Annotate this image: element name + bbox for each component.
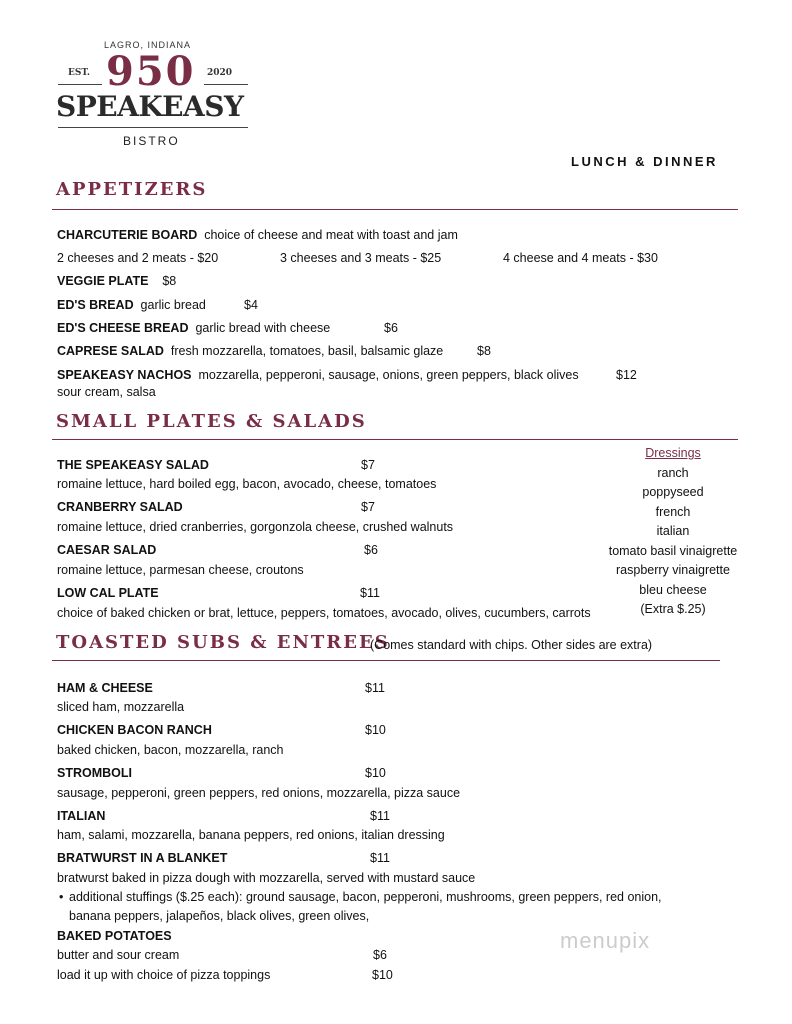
dressing-extra: (Extra $.25) — [640, 602, 706, 616]
menu-item-name: HAM & CHEESE — [57, 681, 153, 695]
logo-bistro: BISTRO — [123, 134, 180, 148]
subs-title: TOASTED SUBS & ENTREES — [56, 632, 390, 653]
menu-price: $7 — [361, 500, 375, 514]
menu-item-name: STROMBOLI — [57, 766, 132, 780]
menu-item: VEGGIE PLATE $8 — [57, 274, 177, 288]
dressing-item: tomato basil vinaigrette — [608, 543, 738, 558]
dressings-list — [593, 444, 753, 620]
menu-desc: romaine lettuce, hard boiled egg, bacon, avocado, cheese, tomatoes — [57, 477, 437, 491]
menu-item: CHARCUTERIE BOARD choice of cheese and meat with toast and jam — [57, 228, 458, 242]
menu-option: 3 cheeses and 3 meats - $25 — [280, 251, 442, 265]
subs-rule — [52, 660, 720, 661]
subs-note: (Comes standard with chips. Other sides are extra) — [370, 638, 653, 652]
menu-item-name: CHICKEN BACON RANCH — [57, 723, 212, 737]
menu-price: $10 — [372, 968, 393, 982]
menu-desc: baked chicken, bacon, mozzarella, ranch — [57, 743, 284, 757]
menu-price: $12 — [616, 368, 637, 382]
salads-rule — [52, 439, 738, 440]
dressing-item: ranch — [657, 465, 689, 480]
menu-item-name: THE SPEAKEASY SALAD — [57, 458, 209, 472]
menu-option: butter and sour cream — [57, 948, 180, 962]
menu-price: $6 — [373, 948, 387, 962]
menu-price: $8 — [477, 344, 491, 358]
menu-desc: sausage, pepperoni, green peppers, red onions, mozzarella, pizza sauce — [57, 786, 461, 800]
menu-item-name: BAKED POTATOES — [57, 929, 172, 943]
menu-price: $11 — [360, 586, 380, 600]
menu-price: $6 — [364, 543, 378, 557]
menu-desc: ham, salami, mozzarella, banana peppers, red onions, italian dressing — [57, 828, 445, 842]
watermark: menupix — [560, 928, 651, 953]
menu-item: SPEAKEASY NACHOS mozzarella, pepperoni, sausage, onions, green peppers, black olives — [57, 368, 579, 382]
logo-divider-left — [58, 84, 102, 85]
menu-desc: romaine lettuce, dried cranberries, gorgonzola cheese, crushed walnuts — [57, 520, 454, 534]
menu-price: $10 — [365, 723, 386, 737]
dressing-item: french — [655, 504, 691, 519]
stuffings-list: additional stuffings ($.25 each): ground sausage, bacon, pepperoni, mushrooms, green peppers, red onion, — [69, 890, 662, 904]
service-label: LUNCH & DINNER — [571, 154, 718, 169]
dressing-item: poppyseed — [642, 485, 704, 499]
menu-price: $11 — [370, 851, 390, 865]
logo-name: SPEAKEASY — [56, 90, 244, 123]
menu-price: $11 — [370, 809, 390, 823]
menu-desc: sour cream, salsa — [57, 385, 156, 399]
stuffings-list-cont: banana peppers, jalapeños, black olives, green olives, — [69, 909, 370, 923]
menu-item-name: CAESAR SALAD — [57, 543, 157, 557]
appetizers-title: APPETIZERS — [56, 179, 208, 200]
menu-option: 4 cheese and 4 meats - $30 — [503, 251, 658, 265]
dressing-item: raspberry vinaigrette — [616, 563, 730, 577]
menu-item: ED'S BREAD garlic bread — [57, 298, 206, 312]
bullet: • — [59, 890, 64, 904]
logo-year: 2020 — [207, 68, 233, 78]
logo-number: 950 — [106, 48, 196, 95]
menu-item: ED'S CHEESE BREAD garlic bread with cheese — [57, 321, 331, 335]
salads-title: SMALL PLATES & SALADS — [56, 411, 367, 432]
dressing-item: bleu cheese — [639, 582, 707, 597]
menu-option: 2 cheeses and 2 meats - $20 — [57, 251, 219, 265]
menu-price: $11 — [365, 681, 385, 695]
menu-desc: romaine lettuce, parmesan cheese, croutons — [57, 563, 304, 577]
menu-price: $10 — [365, 766, 386, 780]
menu-price: $6 — [384, 321, 398, 335]
menu-price: $7 — [361, 458, 375, 472]
appetizers-rule — [52, 209, 738, 210]
menu-option: load it up with choice of pizza toppings — [57, 968, 271, 982]
menu-item-name: ITALIAN — [57, 809, 106, 823]
menu-desc: choice of baked chicken or brat, lettuce, peppers, tomatoes, avocado, olives, cucumbers, carrots — [57, 606, 591, 620]
menu-item: CAPRESE SALAD fresh mozzarella, tomatoes, basil, balsamic glaze — [57, 344, 444, 358]
menu-item-name: LOW CAL PLATE — [57, 586, 159, 600]
logo-underline — [58, 127, 248, 128]
dressings-title: Dressings — [645, 446, 701, 460]
logo-location: LAGRO, INDIANA — [104, 40, 192, 50]
menu-desc: sliced ham, mozzarella — [57, 700, 185, 714]
menu-price: $4 — [244, 298, 258, 312]
menu-desc: bratwurst baked in pizza dough with mozzarella, served with mustard sauce — [57, 871, 476, 885]
menu-item-name: BRATWURST IN A BLANKET — [57, 851, 228, 865]
dressing-item: italian — [656, 524, 690, 538]
logo-est: EST. — [68, 68, 91, 78]
logo-divider-right — [204, 84, 248, 85]
menu-item-name: CRANBERRY SALAD — [57, 500, 183, 514]
